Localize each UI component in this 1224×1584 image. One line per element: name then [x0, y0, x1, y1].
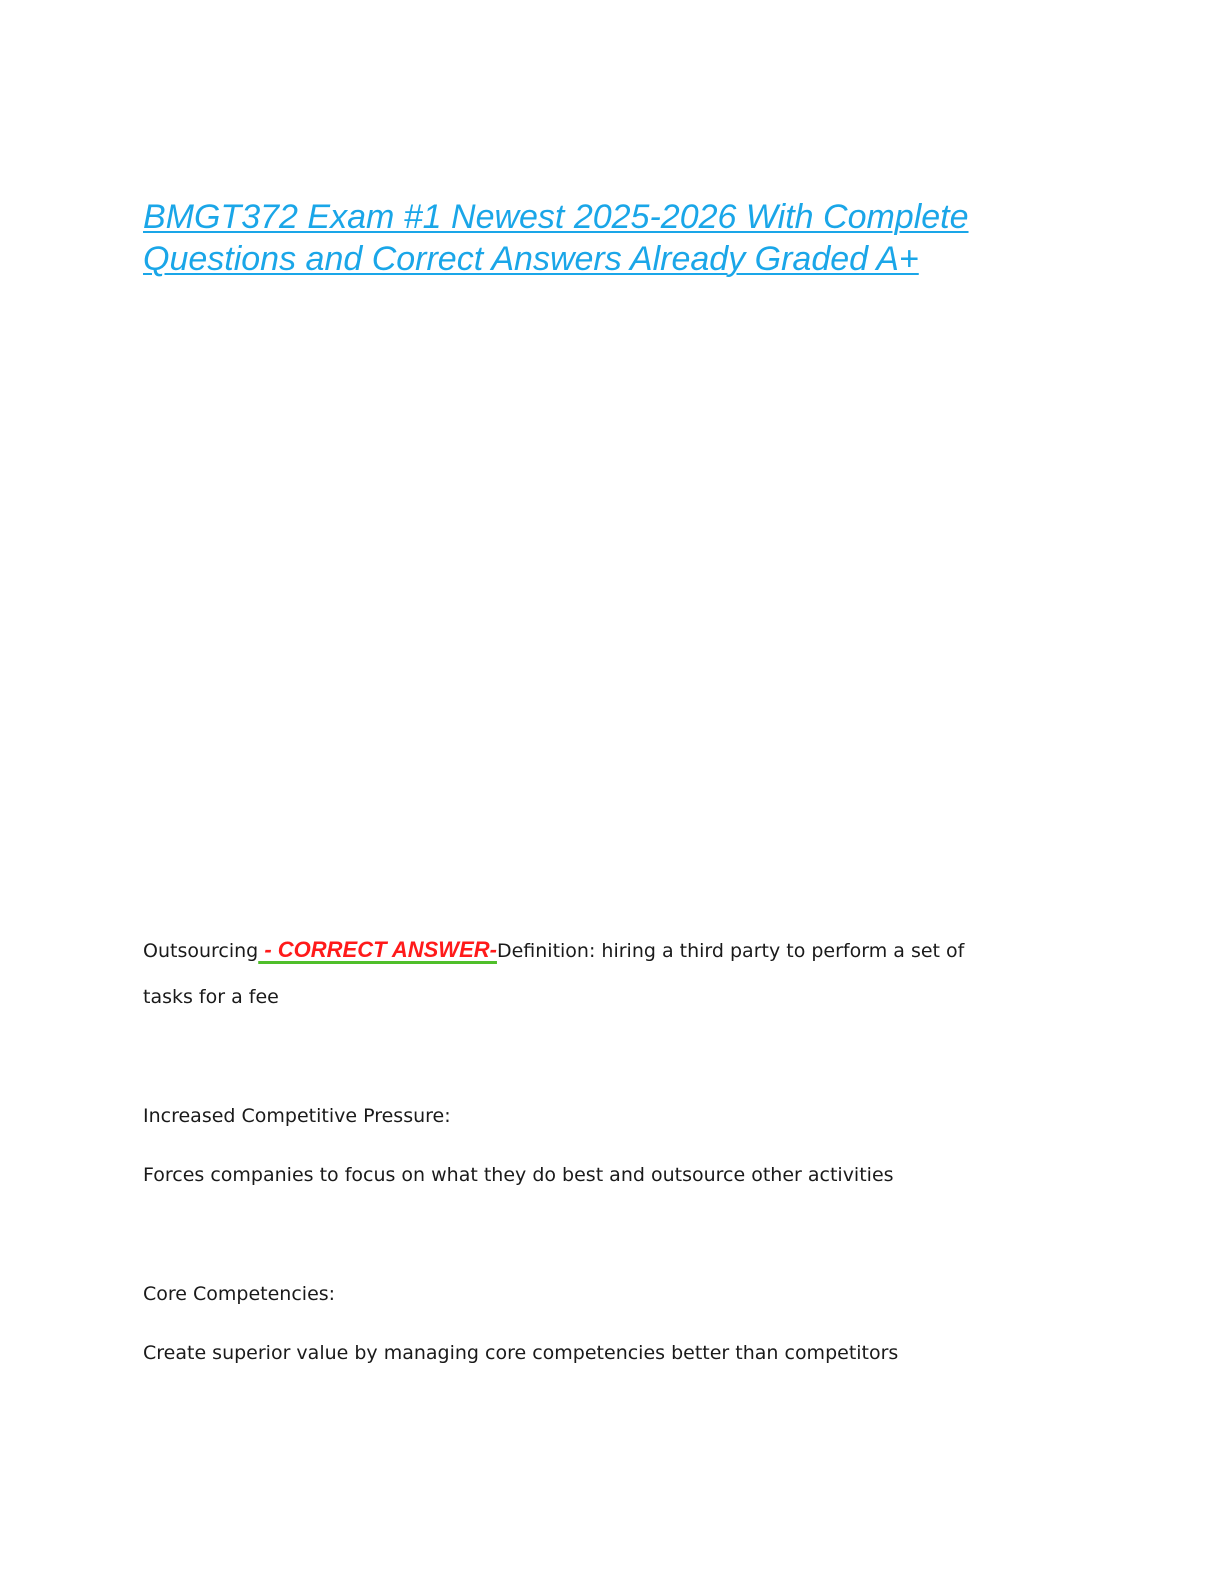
text-core-competencies: Create superior value by managing core competencies better than competitors	[143, 1342, 899, 1364]
heading-competitive-pressure: Increased Competitive Pressure:	[143, 1105, 451, 1127]
correct-answer-marker: - CORRECT ANSWER-	[258, 937, 497, 962]
text-competitive-pressure: Forces companies to focus on what they do best and outsource other activities	[143, 1164, 894, 1186]
heading-core-competencies: Core Competencies:	[143, 1283, 336, 1305]
qa-line-outsourcing	[143, 938, 964, 963]
document-title: BMGT372 Exam #1 Newest 2025-2026 With Complete Questions and Correct Answers Already Graded A+	[143, 198, 969, 278]
definition-text: Definition: hiring a third party to perform a set of	[496, 940, 965, 962]
term-outsourcing: Outsourcing	[143, 940, 259, 962]
definition-continuation: tasks for a fee	[143, 986, 279, 1008]
